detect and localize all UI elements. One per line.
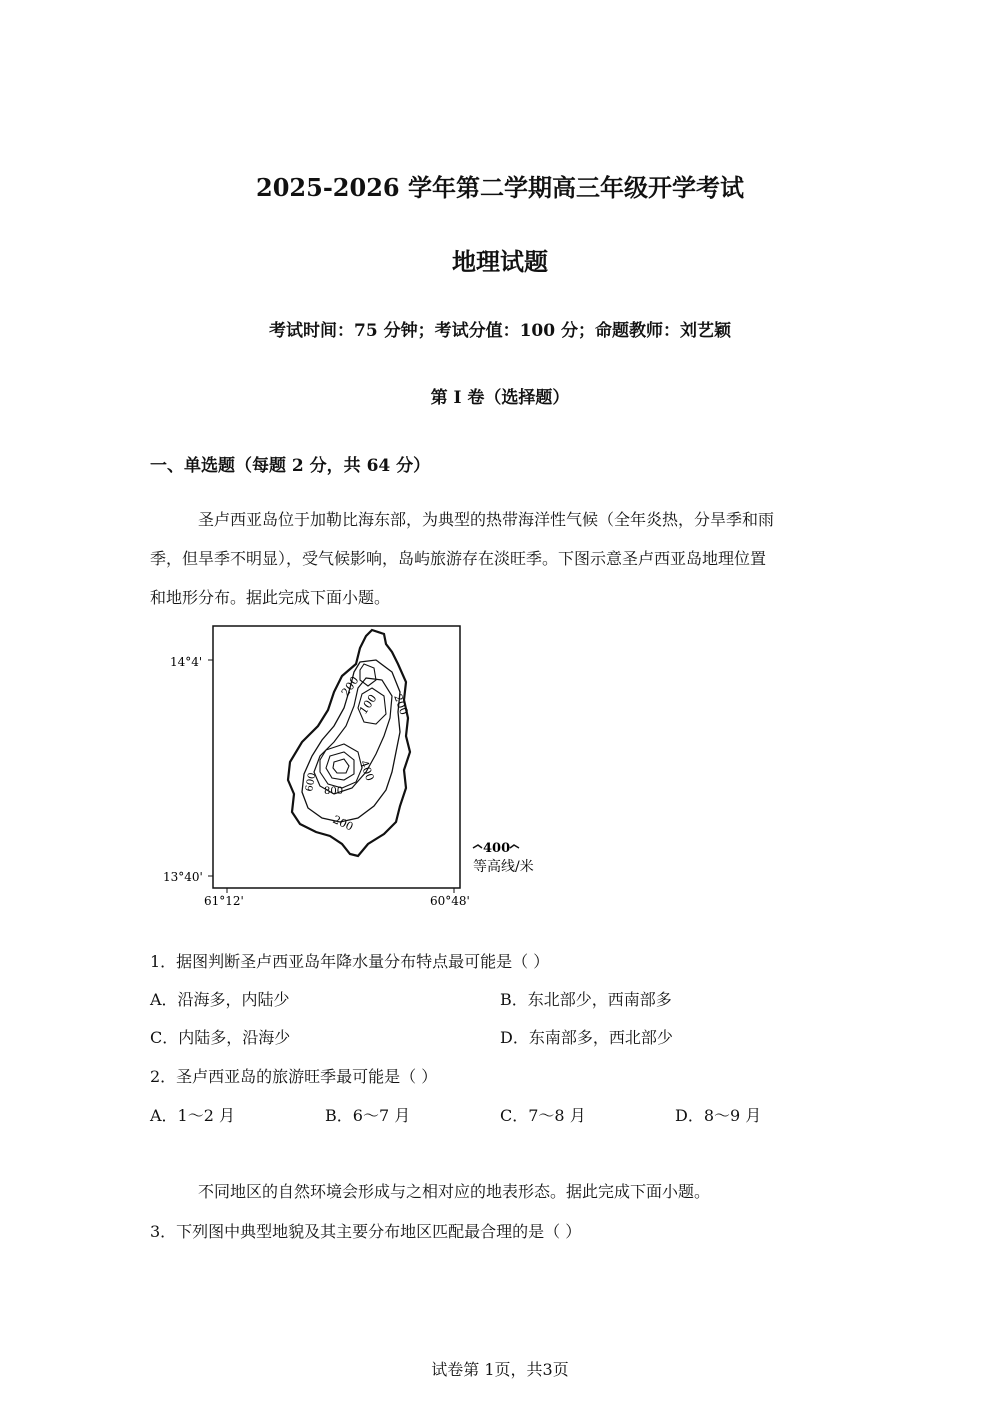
contour-label: 200	[330, 812, 356, 834]
legend-line-right	[510, 845, 519, 848]
passage-1-line-3: 和地形分布。据此完成下面小题。	[150, 588, 391, 607]
exam-title: 2025-2026 学年第二学期高三年级开学考试	[256, 173, 744, 202]
question-2-option-c[interactable]: C．7～8 月	[500, 1106, 586, 1125]
contour-line	[326, 752, 354, 780]
exam-meta: 考试时间：75 分钟；考试分值：100 分；命题教师：刘艺颖	[269, 321, 731, 341]
lat-label-top: 14°4'	[170, 655, 203, 669]
contour-label: 100	[356, 692, 380, 717]
passage-2	[150, 1172, 850, 1211]
contour-label: 200	[391, 692, 411, 717]
question-2-stem: 2．圣卢西亚岛的旅游旺季最可能是（ ）	[150, 1067, 438, 1086]
lat-label-bottom: 13°40'	[163, 870, 203, 884]
lon-label-left: 61°12'	[204, 894, 244, 908]
question-2-option-a[interactable]: A．1～2 月	[150, 1106, 236, 1125]
passage-1-line-1: 圣卢西亚岛位于加勒比海东部，为典型的热带海洋性气候（全年炎热，分旱季和雨	[198, 510, 775, 529]
subject-title: 地理试题	[452, 247, 548, 276]
contour-label: 600	[304, 771, 319, 793]
question-1-stem: 1．据图判断圣卢西亚岛年降水量分布特点最可能是（ ）	[150, 952, 550, 971]
contour-label: 400	[357, 758, 377, 783]
saint-lucia-contour-map	[160, 622, 560, 912]
question-2-option-d[interactable]: D．8～9 月	[675, 1106, 762, 1125]
contour-line	[333, 759, 349, 773]
contour-label: 800	[324, 786, 344, 797]
legend-value: 400	[483, 841, 511, 856]
question-1-option-d[interactable]: D．东南部多，西北部少	[500, 1028, 673, 1047]
question-1-option-b[interactable]: B．东北部少，西南部多	[500, 990, 672, 1009]
passage-1-line-2: 季，但旱季不明显），受气候影响，岛屿旅游存在淡旺季。下图示意圣卢西亚岛地理位置	[150, 549, 767, 568]
lon-label-right: 60°48'	[430, 894, 470, 908]
passage-1	[150, 500, 850, 617]
volume-title: 第 I 卷（选择题）	[430, 388, 570, 408]
contour-label: 200	[338, 674, 362, 699]
question-2-option-b[interactable]: B．6～7 月	[325, 1106, 411, 1125]
passage-2-line-1: 不同地区的自然环境会形成与之相对应的地表形态。据此完成下面小题。	[198, 1182, 711, 1201]
question-1-option-a[interactable]: A．沿海多，内陆少	[150, 990, 290, 1009]
map-frame	[213, 626, 460, 888]
section-heading: 一、单选题（每题 2 分，共 64 分）	[150, 456, 431, 476]
legend-label: 等高线/米	[473, 859, 534, 875]
question-3-stem: 3．下列图中典型地貌及其主要分布地区匹配最合理的是（ ）	[150, 1222, 582, 1241]
page-footer: 试卷第 1页，共3页	[431, 1360, 569, 1379]
question-1-option-c[interactable]: C．内陆多，沿海少	[150, 1028, 291, 1047]
legend-line-left	[473, 845, 482, 848]
